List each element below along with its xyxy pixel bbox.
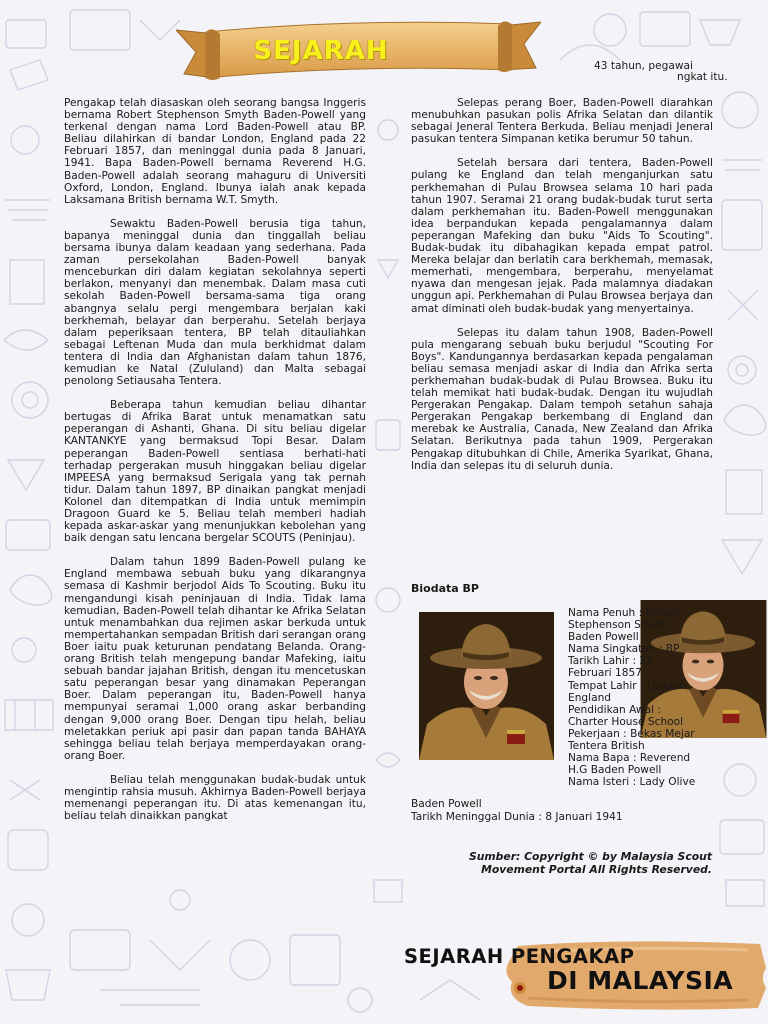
paragraph: Selepas perang Boer, Baden-Powell diarahkan menubuhkan pasukan polis Afrika Selatan dan dilantik sebagai Jeneral Tentera Berkuda. Beliau menjadi Jeneral pasukan tentera Simpanan ketika berumur 50 tahun. [411, 97, 713, 146]
biodata-line: Charter House School [568, 715, 684, 728]
biodata-line: Tempat Lahir : London [568, 679, 686, 692]
biodata-line: Pendidikan Awal : [568, 703, 661, 716]
paragraph: Beliau telah menggunakan budak-budak untuk mengintip rahsia musuh. Akhirnya Baden-Powell berjaya memenangi peperangan itu. Di atas kemenangan itu, beliau telah dinaikkan pangkat [64, 773, 366, 823]
baden-powell-portrait-photo [419, 612, 554, 760]
biodata-line: Tarikh Lahir : 22 [568, 655, 653, 668]
footer-title-line-1: SEJARAH PENGAKAP [404, 945, 635, 968]
paragraph: Setelah bersara dari tentera, Baden-Powell pulang ke England dan telah menganjurkan satu perkhemahan di Pulau Browsea selama 10 hari pada tahun 1907. Seramai 21 orang budak-budak turut serta dalam perkhemahan itu. Baden-Powell menggunakan idea berpandukan kepada pengalamannya dalam peperangan Mafeking dan buku "Aids To Scouting". Budak-budak itu dibahagikan kepada empat patrol. Mereka belajar dan berlatih cara berkhemah, memasak, memerhati, mengembara, berperahu, menyelamat nyawa dan mengesan jejak. Pada malamnya diadakan unggun api. Perkhemahan di Pulau Browsea berjaya dan amat diminati oleh budak-budak yang menyertainya. [411, 157, 713, 315]
biodata-line: Tarikh Meninggal Dunia : 8 Januari 1941 [411, 811, 623, 823]
paragraph: Sewaktu Baden-Powell berusia tiga tahun, bapanya meninggal dunia dan tinggallah beliau bersama ibunya dalam keadaan yang sederhana. Pada zaman persekolahan Baden-Powell banyak menceburkan diri dalam kegiatan sekolahnya seperti berlakon, menyanyi dan menembak. Dalam masa cuti sekolah Baden-Powell bersama-sama tiga orang abangnya selalu pergi mengembara berjalan kaki berkhemah, belayar dan berperahu. Setelah berjaya dalam peperiksaan tentera, BP telah ditauliahkan sebagai Leftenan Muda dan mula berkhidmat dalam tentera di India dan Afghanistan dalam tahun 1876, kemudian ke Natal (Zululand) dan Malta sebagai penolong Setiausaha Tentera. [64, 217, 366, 388]
top-text-line-1: 43 tahun, pegawai [594, 60, 693, 72]
top-text-fragment-2 [677, 71, 728, 83]
paragraph: Beberapa tahun kemudian beliau dihantar bertugas di Afrika Barat untuk menamatkan satu peperangan di Ashanti, Ghana. Di situ beliau digelar KANTANKYE yang bermaksud Topi Besar. Dalam peperangan Baden-Powell sentiasa berhati-hati terhadap pergerakan musuh hinggakan beliau digelar IMPEESA yang bermaksud Serigala yang tak pernah tidur. Dalam tahun 1897, BP dinaikan pangkat menjadi Kolonel dan ditempatkan di India untuk memimpin Dragoon Guard ke 5. Beliau telah memberi hadiah kepada askar-askar yang menunjukkan kebolehan yang baik dengan satu lencana bergelar SCOUTS (Peninjau). [64, 399, 366, 545]
biodata-line: Tentera British [568, 740, 645, 753]
right-text-column [411, 97, 713, 484]
top-text-line-2: ngkat itu. [677, 71, 728, 83]
source-credit [440, 850, 712, 876]
biodata-line: Nama Singkatan : BP [568, 643, 680, 656]
paragraph: Dalam tahun 1899 Baden-Powell pulang ke England membawa sebuah buku yang dikarangnya semasa di Kashmir berjodol Aids To Scouting. Buku itu mengandungi kisah peninjauan di India. Tidak lama kemudian, Baden-Powell telah dihantar ke Afrika Selatan untuk menambahkan dua rejimen askar berkuda untuk mempertahankan sempadan British dari serangan orang Boer iaitu puak keturunan pendatang Belanda. Orang-orang British telah mengepung bandar Mafeking, iaitu sebuah bandar jajahan British, dengan itu mencetuskan satu peperangan besar yang dinamakan Peperangan Boer. Dalam peperangan itu, Baden-Powell hanya mempunyai seramai 1,000 orang askar berbanding dengan 9,000 orang Boer. Dengan tipu helah, beliau meletakkan periuk api pasir dan papan tanda BAHAYA sehingga beliau telah berjaya memperdayakan orang-orang Boer. [64, 556, 366, 762]
biodata-line: Pekerjaan : Bekas Mejar [568, 727, 695, 740]
paragraph: Pengakap telah diasaskan oleh seorang bangsa Inggeris bernama Robert Stephenson Smyth Baden-Powell yang terkenal dengan nama Lord Baden-Powell atau BP. Beliau dilahirkan di bandar London, England pada 22 Februari 1857, dan meninggal dunia pada 8 Januari, 1941. Bapa Baden-Powell bernama Reverend H.G. Baden-Powell adalah seorang mahaguru di Universiti Oxford, London, England. Ibunya ialah anak kepada Laksamana British bernama W.T. Smyth. [64, 97, 366, 206]
biodata-line: Nama Isteri : Lady Olive [568, 776, 696, 789]
biodata-line: Stephenson Smyth [568, 619, 669, 632]
biodata-line: Nama Bapa : Reverend [568, 752, 691, 765]
left-text-column [64, 97, 366, 834]
biodata-line: Baden Powell [568, 631, 639, 644]
biodata-list [568, 607, 718, 788]
biodata-line: England [568, 691, 612, 704]
biodata-heading: Biodata BP [411, 582, 479, 595]
source-line-2: Movement Portal All Rights Reserved. [481, 863, 712, 876]
paragraph: Selepas itu dalam tahun 1908, Baden-Powell pula mengarang sebuah buku berjudul "Scouting For Boys". Kandungannya berdasarkan kepada pengalaman beliau semasa menjadi askar di India dan Afrika serta perkhemahan budak-budak di Pulau Browsea. Buku itu telah memikat hati budak-budak. Dengan itu wujudlah Pergerakan Pengakap. Dalam tempoh setahun sahaja Pergerakan Pengakap berkembang di England dan merebak ke Australia, Canada, New Zealand dan Afrika Selatan. Berikutnya pada tahun 1909, Pergerakan Pengakap ditubuhkan di Chile, Amerika Syarikat, Ghana, India dan selepas itu di seluruh dunia. [411, 326, 713, 472]
footer-title-line-2: DI MALAYSIA [547, 966, 734, 995]
biodata-tail [411, 798, 623, 824]
biodata-line: H.G Baden Powell [568, 764, 662, 777]
source-line-1: Sumber: Copyright © by Malaysia Scout [468, 850, 712, 863]
biodata-line: Februari 1857 [568, 667, 642, 680]
biodata-line: Nama Penuh : Robert [568, 607, 681, 619]
biodata-line: Baden Powell [411, 798, 482, 810]
page-title: SEJARAH [253, 36, 389, 66]
